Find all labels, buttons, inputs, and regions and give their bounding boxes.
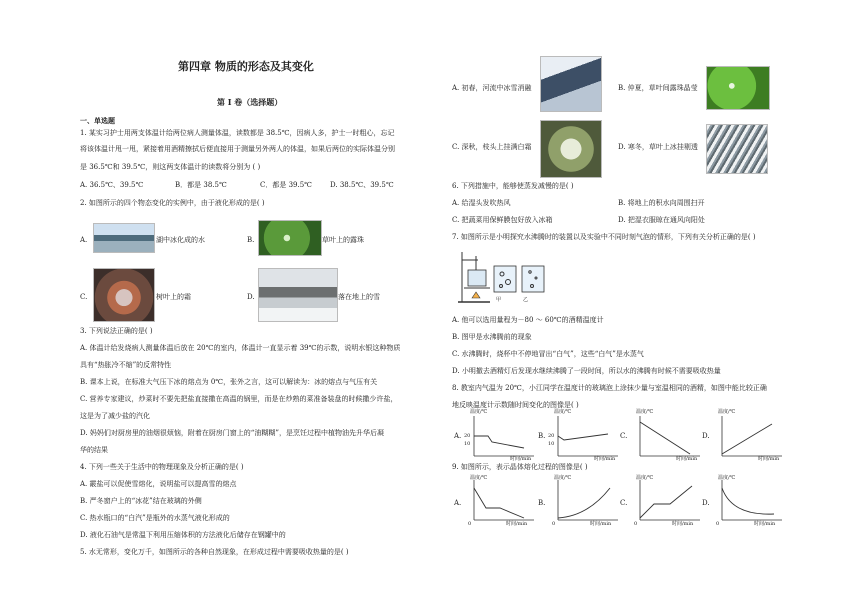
q8-y-axis-label: 温度/℃: [470, 409, 488, 415]
q1-option-b: B．都是 38.5℃: [175, 181, 227, 189]
q7-option-b: B. 图甲是水沸腾前的现象: [452, 333, 532, 341]
frost-leaf-image: [93, 268, 155, 322]
q9-y-axis-label: 温度/℃: [470, 475, 488, 481]
q8-x-axis-label: 时间/min: [594, 456, 616, 462]
frost-branch-image: [540, 120, 602, 178]
q9-option-a: A.: [454, 499, 462, 507]
beaker-label-jia: 甲: [496, 297, 502, 303]
q9-x-axis-label: 时间/min: [506, 521, 528, 527]
q9-y-axis-label: 温度/℃: [554, 475, 572, 481]
q9-graph-b: [548, 478, 620, 524]
q1-line3: 是 36.5℃和 39.5℃，则这两支体温计的读数将分别为 ( ): [80, 163, 261, 171]
q8-graph-d: [712, 414, 784, 460]
q6-option-d: D. 把湿衣服晾在通风向阳处: [618, 216, 705, 224]
q9-graph-d: [712, 478, 784, 524]
q9-stem: 9. 如图所示，表示晶体熔化过程的图像是( ): [452, 463, 588, 471]
q9-option-b: B.: [538, 499, 546, 507]
q8-y-tick: 10: [548, 441, 555, 447]
q6-option-b: B. 将地上的积水向周围扫开: [618, 199, 705, 207]
q9-y-axis-label: 温度/℃: [718, 475, 736, 481]
q2-option-b: B.: [247, 236, 255, 244]
q9-origin-label: 0: [634, 521, 638, 527]
q6-option-a: A. 给湿头发吹热风: [452, 199, 511, 207]
q8-y-tick: 10: [464, 441, 471, 447]
q5-option-d: D. 寒冬，草叶上冰挂剔透: [618, 143, 698, 151]
q8-graph-c: [630, 414, 702, 460]
q2-stem: 2. 如图所示的四个物态变化的实例中，由于液化形成的是( ): [80, 199, 265, 207]
q3-option-d-line2: 华的结果: [80, 446, 108, 454]
q1-line1: 1. 某实习护士用两支体温计给两位病人测量体温，读数都是 38.5℃，因病人多，护士一时粗心，忘记: [80, 129, 395, 137]
q4-option-c: C. 热水瓶口的“白汽”是瓶外的水蒸气液化形成的: [80, 514, 230, 522]
q3-option-c-line1: C. 营养专家建议，炒菜时不要先把盐直接撒在高温的锅里，而是在炒熟的菜准备装盘的时候撒少许盐，: [80, 395, 398, 403]
q8-option-d: D.: [702, 432, 710, 440]
q2-option-b-text: 草叶上的露珠: [322, 236, 364, 244]
q3-option-d-line1: D. 妈妈们对厨房里的油烟很烦恼，附着在厨房门窗上的“油糊糊”，是烹饪过程中植物油先升华后凝: [80, 429, 384, 437]
q7-option-a: A. 他可以选用量程为－80 ～ 60℃的酒精温度计: [452, 316, 604, 324]
q3-option-a-line2: 具有“热胀冷不缩”的反常特性: [80, 361, 172, 369]
q7-stem: 7. 如图所示是小明探究水沸腾时的装置以及实验中不同时刻气泡的情形，下列有关分析正确的是( ): [452, 233, 756, 241]
q4-option-b: B. 严冬窗户上的“冰花”结在玻璃的外侧: [80, 497, 202, 505]
q5-option-a: A. 初春，河流中冰雪消融: [452, 84, 532, 92]
q8-x-axis-label: 时间/min: [510, 456, 532, 462]
q6-option-c: C. 把蔬菜用保鲜膜包好放入冰箱: [452, 216, 553, 224]
q5-stem: 5. 水无常形，变化万千，如图所示的各种自然现象，在形成过程中需要吸收热量的是( ): [80, 548, 349, 556]
q4-stem: 4. 下列一些关于生活中的物理现象及分析正确的是( ): [80, 463, 244, 471]
q8-y-axis-label: 温度/℃: [636, 409, 654, 415]
dew-grass-image: [706, 66, 770, 110]
q9-graph-c: [630, 478, 702, 524]
q8-y-axis-label: 温度/℃: [718, 409, 736, 415]
q1-option-a: A. 36.5℃、39.5℃: [80, 181, 144, 189]
q3-option-c-line2: 这是为了减少盐的汽化: [80, 412, 150, 420]
q2-option-a-text: 湖中冰化成的水: [156, 236, 205, 244]
q1-option-c: C．都是 39.5℃: [260, 181, 312, 189]
q8-option-b: B.: [538, 432, 546, 440]
q5-option-c: C. 深秋，枝头上挂满白霜: [452, 143, 532, 151]
page-title: 第四章 物质的形态及其变化: [178, 60, 314, 73]
q5-option-b: B. 仲夏，草叶间露珠晶莹: [618, 84, 698, 92]
q9-option-d: D.: [702, 499, 710, 507]
q4-option-a: A. 霰盐可以促使雪熔化，说明盐可以提高雪的熔点: [80, 480, 237, 488]
q9-origin-label: 0: [716, 521, 720, 527]
section-heading: 一、单选题: [80, 116, 115, 125]
q1-option-d: D. 38.5℃、39.5℃: [330, 181, 394, 189]
rime-grass-image: [706, 124, 768, 174]
q4-option-d: D. 液化石油气是常温下利用压缩体积的方法液化后储存在钢罐中的: [80, 531, 286, 539]
q9-origin-label: 0: [552, 521, 556, 527]
beaker-label-yi: 乙: [523, 297, 529, 303]
melting-lake-image: [93, 223, 155, 253]
q8-stem-line1: 8. 教室内气温为 20℃，小江同学在温度计的玻璃泡上涂抹少量与室温相同的酒精，如图中能比较正确: [452, 384, 767, 392]
q2-option-a: A.: [80, 236, 88, 244]
q9-option-c: C.: [620, 499, 628, 507]
q6-stem: 6. 下列措施中，能够使蒸发减慢的是( ): [452, 182, 574, 190]
q8-y-axis-label: 温度/℃: [554, 409, 572, 415]
q9-y-axis-label: 温度/℃: [636, 475, 654, 481]
part-heading: 第 I 卷（选择题）: [217, 97, 283, 107]
q8-x-axis-label: 时间/min: [758, 456, 780, 462]
q7-option-c: C. 水沸腾时，烧杯中不停地冒出“白气”，这些“白气”是水蒸气: [452, 350, 644, 358]
q3-stem: 3. 下列说法正确的是( ): [80, 327, 153, 335]
q2-option-d: D.: [247, 293, 255, 301]
q9-x-axis-label: 时间/min: [672, 521, 694, 527]
q9-x-axis-label: 时间/min: [590, 521, 612, 527]
q1-line2: 将该体温计甩一甩，紧接着用酒精擦拭后便直接用于测量另外两人的体温，如果后两位的实际体温分别: [80, 145, 395, 153]
snow-building-image: [258, 268, 338, 322]
boiling-apparatus-figure: [456, 248, 552, 306]
ice-river-image: [540, 56, 602, 112]
q3-option-b: B. 课本上说，在标准大气压下冰的熔点为 0℃，张外之言，这可以解读为：冰的熔点与气压有关: [80, 378, 378, 386]
dew-leaf-image: [258, 220, 322, 256]
q9-x-axis-label: 时间/min: [754, 521, 776, 527]
q2-option-c: C.: [80, 293, 88, 301]
q8-stem-line2: 地反映温度计示数随时间变化的图像是( ): [452, 401, 579, 409]
q9-origin-label: 0: [468, 521, 472, 527]
q8-y-tick: 20: [548, 433, 555, 439]
q8-x-axis-label: 时间/min: [676, 456, 698, 462]
q9-graph-a: [464, 478, 536, 524]
q8-graph-b: [548, 414, 620, 460]
q8-y-tick: 20: [464, 433, 471, 439]
q8-option-c: C.: [620, 432, 628, 440]
q3-option-a-line1: A. 体温计给发烧病人测量体温后放在 20℃的室内，体温计一直显示着 39℃的示数，说明水银这种物质: [80, 344, 401, 352]
q2-option-d-text: 落在地上的雪: [338, 293, 380, 301]
q8-option-a: A.: [454, 432, 462, 440]
q7-option-d: D. 小明撤去酒精灯后发现水继续沸腾了一段时间，所以水的沸腾有时候不需要吸收热量: [452, 367, 721, 375]
q8-graph-a: [464, 414, 536, 460]
q2-option-c-text: 树叶上的霜: [156, 293, 191, 301]
